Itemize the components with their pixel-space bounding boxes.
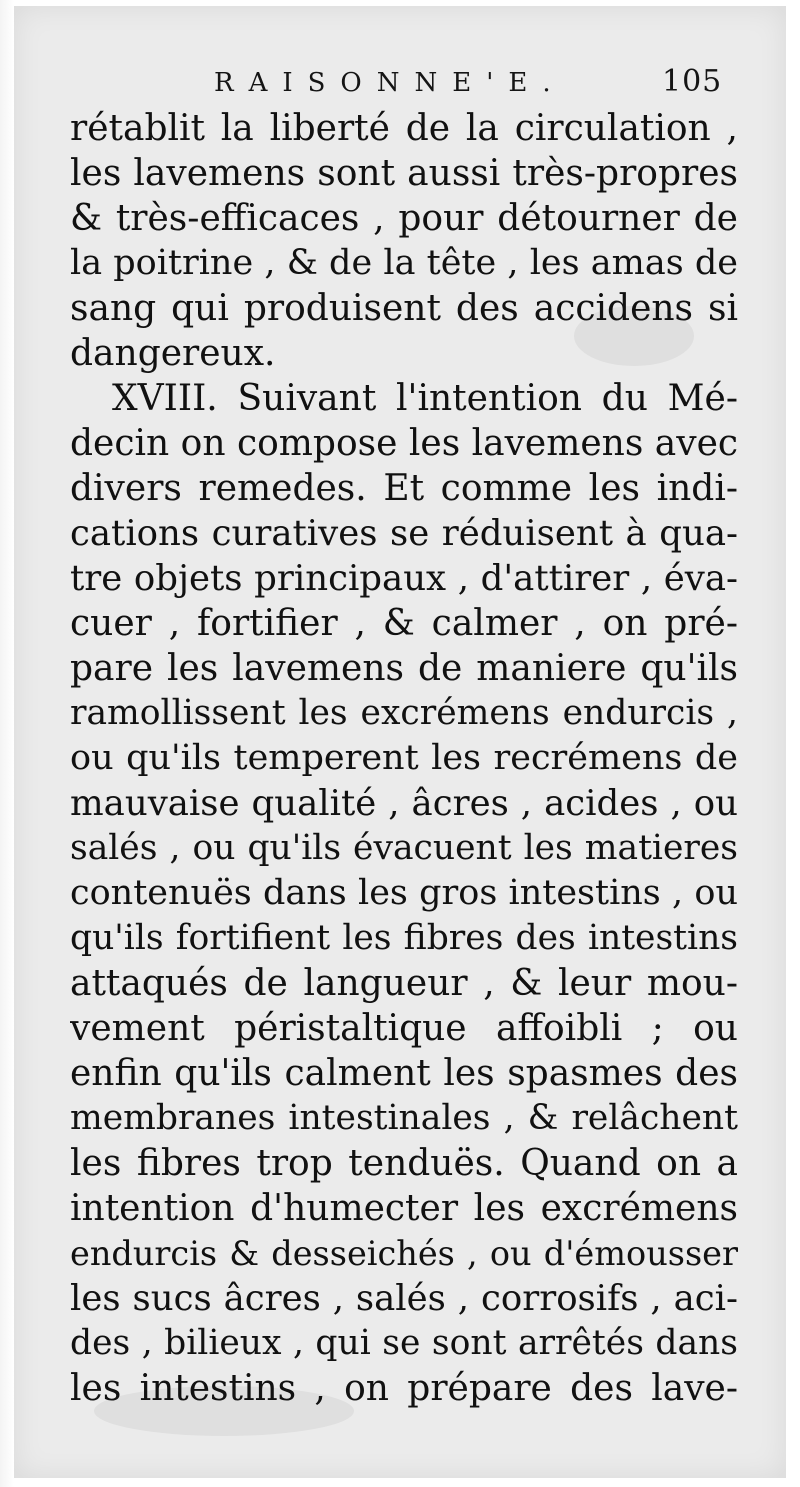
text-line: divers remedes. Et comme les indi- <box>70 468 738 509</box>
text-line: les intestins , on prépare des lave- <box>70 1368 738 1409</box>
text-line: les lavemens sont aussi très-propres <box>70 153 738 194</box>
text-line: attaqués de langueur , & leur mou- <box>70 963 738 1004</box>
text-line: les sucs âcres , salés , corrosifs , aci- <box>70 1278 738 1319</box>
text-line: la poitrine , & de la tête , les amas de <box>70 243 738 283</box>
book-page <box>14 6 786 1478</box>
text-line: membranes intestinales , & relâchent <box>70 1098 738 1138</box>
text-line: decin on compose les lavemens avec <box>70 423 738 464</box>
text-line: vement péristaltique affoibli ; ou <box>70 1008 738 1049</box>
text-line: contenuës dans les gros intestins , ou <box>70 873 738 913</box>
text-line: intention d'humecter les excrémens <box>70 1188 738 1229</box>
section-start-line: XVIII. Suivant l'intention du Mé- <box>112 378 738 419</box>
text-line: tre objets principaux , d'attirer , éva- <box>70 558 738 599</box>
running-head: RAISONNE'E. <box>214 68 566 98</box>
body-text <box>70 106 738 1411</box>
page-number: 105 <box>662 64 723 99</box>
text-line: endurcis & desseichés , ou d'émousser <box>70 1234 738 1273</box>
text-line: rétablit la liberté de la circulation , <box>70 108 738 149</box>
page-header <box>14 64 786 108</box>
text-line: cations curatives se réduisent à qua- <box>70 513 738 554</box>
text-line: ou qu'ils temperent les recrémens de <box>70 738 738 778</box>
text-line: dangereux. <box>70 333 276 374</box>
text-line: & très-efficaces , pour détourner de <box>70 198 738 239</box>
text-line: enfin qu'ils calment les spasmes des <box>70 1053 738 1094</box>
page-left-margin <box>0 0 14 1487</box>
text-line: salés , ou qu'ils évacuent les matieres <box>70 828 738 868</box>
text-line: qu'ils fortifient les fibres des intestins <box>70 918 738 958</box>
text-line: ramollissent les excrémens endurcis , <box>70 693 738 733</box>
text-line: mauvaise qualité , âcres , acides , ou <box>70 783 738 824</box>
text-line: cuer , fortifier , & calmer , on pré- <box>70 603 738 644</box>
text-line: les fibres trop tenduës. Quand on a <box>70 1143 738 1184</box>
text-line: sang qui produisent des accidens si <box>70 288 738 329</box>
text-line: des , bilieux , qui se sont arrêtés dans <box>70 1323 738 1363</box>
text-line: pare les lavemens de maniere qu'ils <box>70 648 738 689</box>
